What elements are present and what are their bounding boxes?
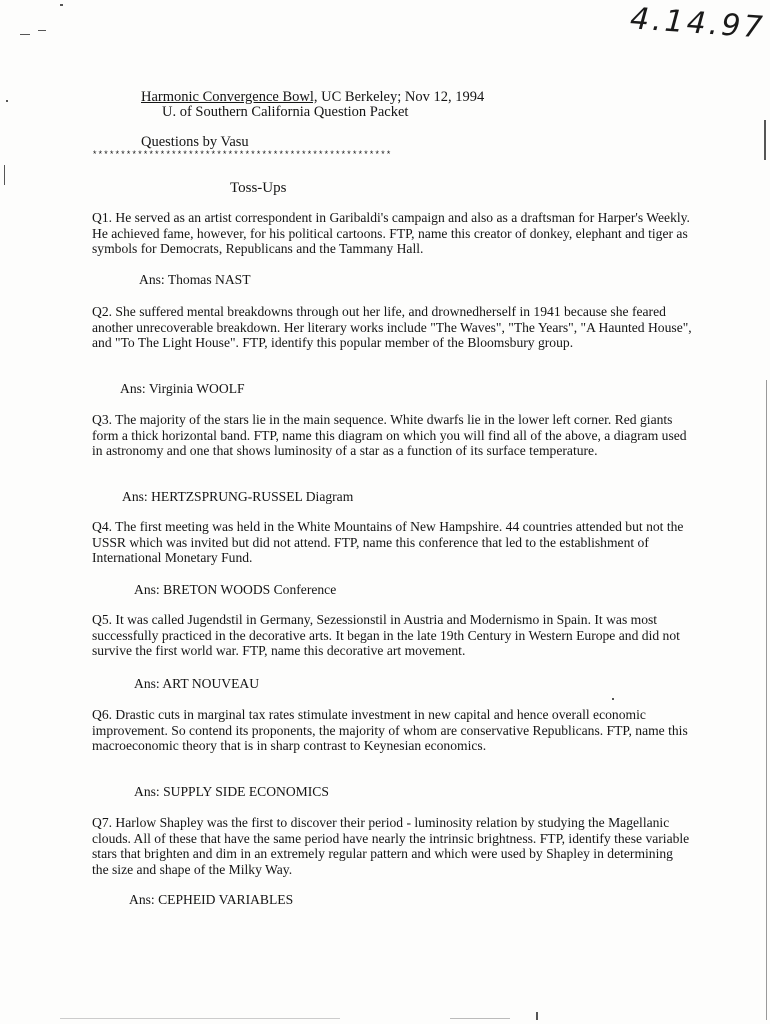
answer-3: Ans: HERTZSPRUNG-RUSSEL Diagram bbox=[122, 489, 354, 504]
tournament-name: Harmonic Convergence Bowl, bbox=[141, 89, 318, 105]
answer-5: Ans: ART NOUVEAU bbox=[134, 676, 260, 691]
scan-edge-mark bbox=[764, 120, 766, 160]
answer-6: Ans: SUPPLY SIDE ECONOMICS bbox=[134, 784, 329, 799]
answer-2: Ans: Virginia WOOLF bbox=[120, 381, 245, 396]
question-6: Q6. Drastic cuts in marginal tax rates stimulate investment in new capital and hence overall economic improvement. So contend its proponents, the majority of whom are conservative Republicans. FTP, name this macroeconomic theory that is in sharp contrast to Keynesian economics. bbox=[92, 707, 688, 754]
scan-speck bbox=[20, 34, 30, 35]
scan-bottom-dots bbox=[60, 1018, 340, 1019]
question-3: Q3. The majority of the stars lie in the main sequence. White dwarfs lie in the lower left corner. Red giants form a thick horizontal band. FTP, name this diagram on which you will find all of the above, a diagram used in astronomy and one that shows luminosity of a star as a function of its surface temperature. bbox=[92, 412, 687, 459]
scan-speck bbox=[60, 4, 63, 6]
scan-speck bbox=[612, 698, 614, 700]
scan-speck bbox=[4, 165, 5, 185]
author-line: Questions by Vasu bbox=[141, 134, 249, 150]
question-2: Q2. She suffered mental breakdowns through out her life, and drownedherself in 1941 because she feared another unrecoverable breakdown. Her literary works include "The Waves", "The Years", "A Haunted House", and "To The Light House". FTP, identify this popular member of the Bloomsbury group. bbox=[92, 304, 692, 351]
question-1: Q1. He served as an artist correspondent in Garibaldi's campaign and also as a draftsman for Harper's Weekly. He achieved fame, however, for his political cartoons. FTP, name this creator of donkey, elephant and tiger as symbols for Democrats, Republicans and the Tammany Hall. bbox=[92, 210, 690, 257]
packet-title: U. of Southern California Question Packet bbox=[162, 104, 409, 120]
scan-speck bbox=[536, 1012, 538, 1020]
answer-1: Ans: Thomas NAST bbox=[139, 272, 251, 287]
question-7: Q7. Harlow Shapley was the first to discover their period - luminosity relation by studying the Magellanic clouds. All of these that have the same period have nearly the intrinsic brightness. FTP, identify these variable stars that brighten and dim in an extremely regular pattern and which were used by Shapley in determining the size and shape of the Milky Way. bbox=[92, 815, 690, 877]
scan-speck bbox=[38, 30, 46, 31]
tournament-location-date: UC Berkeley; Nov 12, 1994 bbox=[317, 89, 485, 105]
section-title: Toss-Ups bbox=[230, 180, 287, 196]
header-tournament-line bbox=[141, 89, 484, 105]
answer-7: Ans: CEPHEID VARIABLES bbox=[129, 892, 294, 907]
scan-edge-line bbox=[766, 380, 767, 1020]
scan-speck bbox=[6, 100, 8, 102]
scan-bottom-dots bbox=[450, 1018, 510, 1019]
question-4: Q4. The first meeting was held in the White Mountains of New Hampshire. 44 countries attended but not the USSR which was invited but did not attend. FTP, name this conference that led to the establishment of International Monetary Fund. bbox=[92, 519, 684, 566]
question-5: Q5. It was called Jugendstil in Germany, Sezessionstil in Austria and Modernismo in Spain. It was most successfully practiced in the decorative arts. It began in the late 19th Century in Western Europe and did not survive the first world war. FTP, name this decorative art movement. bbox=[92, 612, 680, 659]
handwritten-date: 4.14.97 bbox=[628, 1, 767, 46]
separator-stars: ***************************************************** bbox=[92, 150, 392, 160]
answer-4: Ans: BRETON WOODS Conference bbox=[134, 582, 337, 597]
